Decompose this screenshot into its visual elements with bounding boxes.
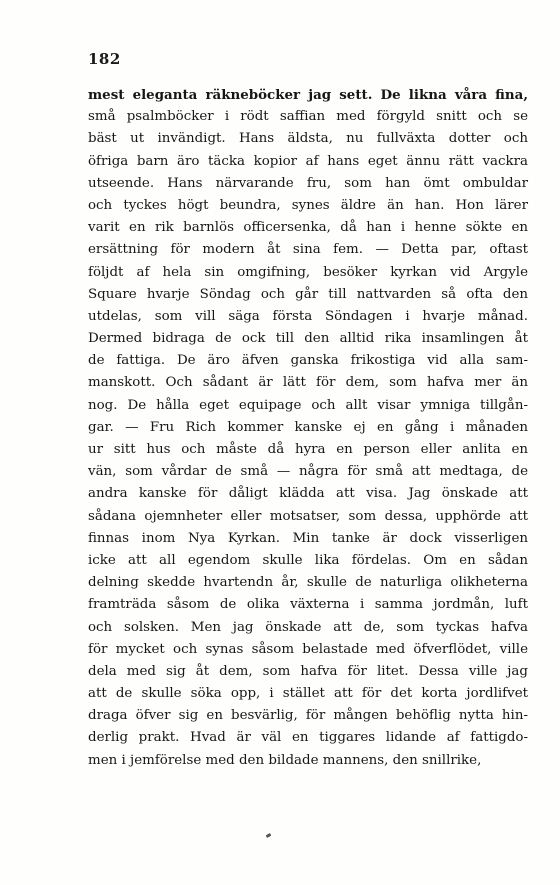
text-line: Dermed bidraga de ock till den alltid rika insamlingen åt — [88, 331, 528, 347]
text-line: draga öfver sig en besvärlig, för mången behöflig nytta hin- — [88, 708, 528, 724]
text-line: att de skulle söka opp, i stället att för det korta jordlifvet — [88, 686, 528, 702]
page-number: 182 — [88, 50, 121, 68]
text-line: framträda såsom de olika växterna i samma jordmån, luft — [88, 597, 528, 613]
body-text — [88, 84, 528, 772]
text-line: delning skedde hvartendn år, skulle de naturliga olikheterna — [88, 575, 528, 591]
text-line: och tyckes högt beundra, synes äldre än han. Hon lärer — [88, 197, 528, 213]
text-line: mest eleganta räkneböcker jag sett. De likna våra fina, — [88, 87, 528, 103]
text-line: manskott. Och sådant är lätt för dem, som hafva mer än — [88, 375, 528, 391]
text-line: följdt af hela sin omgifning, besöker kyrkan vid Argyle — [88, 264, 528, 280]
text-line: finnas inom Nya Kyrkan. Min tanke är dock visserligen — [88, 530, 528, 546]
ink-speck — [266, 833, 272, 838]
text-line: små psalmböcker i rödt saffian med förgyld snitt och se — [88, 109, 528, 125]
text-line: Square hvarje Söndag och går till nattvarden så ofta den — [88, 286, 528, 302]
text-line: ur sitt hus och måste då hyra en person eller anlita en — [88, 442, 528, 457]
text-line: och solsken. Men jag önskade att de, som tyckas hafva — [88, 619, 528, 635]
text-line: för mycket och synas såsom belastade med öfverflödet, ville — [88, 641, 528, 657]
text-line: bäst ut invändigt. Hans äldsta, nu fullväxta dotter och — [88, 131, 528, 147]
text-line: gar. — Fru Rich kommer kanske ej en gång i månaden — [88, 419, 528, 435]
text-line: de fattiga. De äro äfven ganska frikostiga vid alla sam- — [88, 353, 528, 369]
text-line: vän, som vårdar de små — några för små att medtaga, de — [88, 464, 528, 480]
text-line: utdelas, som vill säga första Söndagen i hvarje månad. — [88, 308, 528, 324]
text-line: nog. De hålla eget equipage och allt visar ymniga tillgån- — [88, 397, 528, 413]
text-line: icke att all egendom skulle lika fördelas. Om en sådan — [88, 552, 528, 568]
text-line: men i jemförelse med den bildade mannens, den snillrike, — [88, 752, 482, 768]
text-line: derlig prakt. Hvad är väl en tiggares lidande af fattigdo- — [88, 730, 528, 746]
text-line: utseende. Hans närvarande fru, som han ömt ombuldar — [88, 175, 528, 191]
text-line: sådana ojemnheter eller motsatser, som dessa, upphörde att — [88, 508, 528, 524]
text-line: ersättning för modern åt sina fem. — Detta par, oftast — [88, 242, 528, 258]
text-line: andra kanske för dåligt klädda att visa. Jag önskade att — [88, 486, 528, 502]
text-line: öfriga barn äro täcka kopior af hans eget ännu rätt vackra — [88, 153, 528, 169]
text-line: varit en rik barnlös officersenka, då han i henne sökte en — [88, 220, 528, 236]
text-line: dela med sig åt dem, som hafva för litet. Dessa ville jag — [88, 663, 528, 679]
